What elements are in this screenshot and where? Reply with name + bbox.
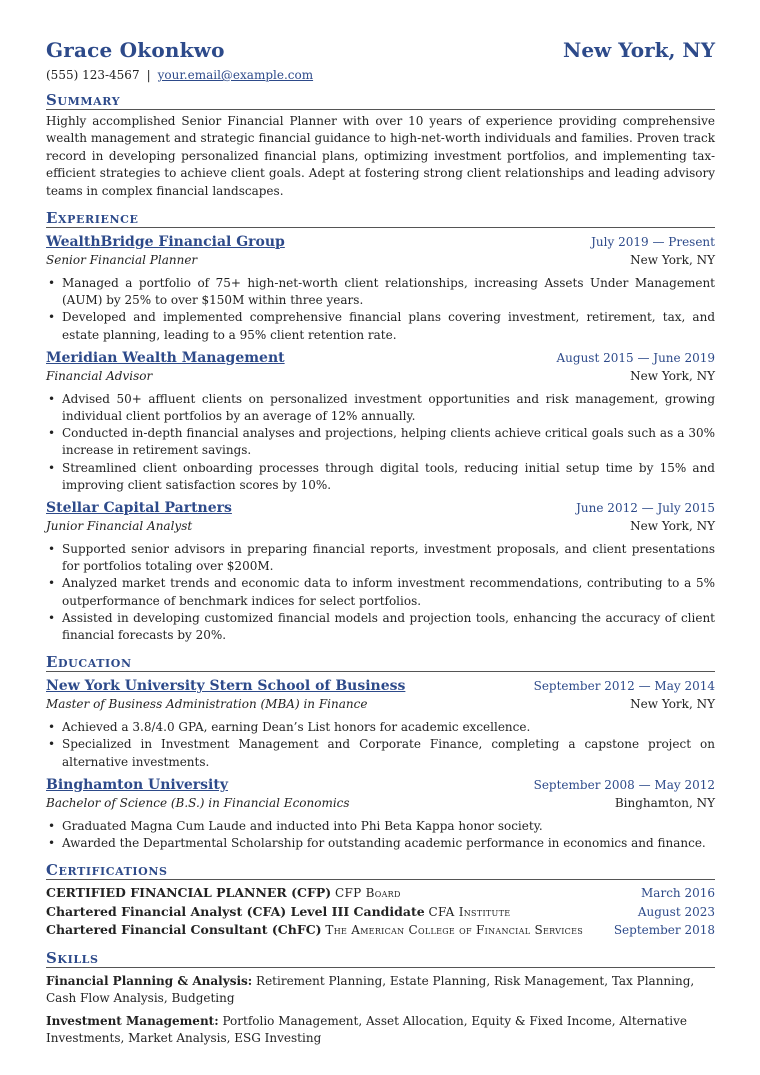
school-dates: September 2008 — May 2012 xyxy=(533,777,715,792)
school-location: Binghamton, NY xyxy=(614,795,715,810)
certification-row xyxy=(46,903,715,922)
email-link[interactable]: your.email@example.com xyxy=(157,68,314,82)
contact-line xyxy=(46,68,715,82)
bullet-item: • Advised 50+ affluent clients on personalized investment opportunities and risk management, growing individual client portfolios by an average of 12% annually. xyxy=(46,391,715,425)
bullet-item: • Awarded the Departmental Scholarship for outstanding academic performance in economics and finance. xyxy=(46,835,715,852)
job-location: New York, NY xyxy=(630,519,715,534)
education-list xyxy=(46,678,715,852)
summary-heading: Summary xyxy=(46,91,715,110)
experience-list xyxy=(46,234,715,644)
bullet-item: • Streamlined client onboarding processes through digital tools, reducing initial setup time by 15% and improving client satisfaction scores by 10%. xyxy=(46,460,715,494)
job-subheader xyxy=(46,369,715,383)
company-name[interactable]: Stellar Capital Partners xyxy=(46,500,232,517)
candidate-location: New York, NY xyxy=(563,38,715,62)
degree-name: Master of Business Administration (MBA) in Finance xyxy=(46,697,368,712)
certification-name: Chartered Financial Consultant (ChFC) xyxy=(46,922,322,938)
certification-date: March 2016 xyxy=(641,886,715,901)
skill-group-label: Financial Planning & Analysis: xyxy=(46,974,253,989)
certification-issuer: CFP Board xyxy=(335,886,401,901)
skill-group xyxy=(46,973,715,1008)
bullet-item: • Analyzed market trends and economic data to inform investment recommendations, contributing to a 5% outperformance of benchmark indices for select portfolios. xyxy=(46,575,715,609)
summary-text: Highly accomplished Senior Financial Planner with over 10 years of experience providing comprehensive wealth management and strategic financial guidance to high-net-worth individuals and families. Proven track record in developing personalized financial plans, optimizing investment portfolios, and implementing tax-efficient strategies to achieve client goals. Adept at fostering strong client relationships and leading advisory teams in complex financial landscapes. xyxy=(46,114,715,198)
bullet-item: • Specialized in Investment Management and Corporate Finance, completing a capstone project on alternative investments. xyxy=(46,736,715,770)
job-location: New York, NY xyxy=(630,368,715,383)
job-bullets xyxy=(46,275,715,344)
certification-issuer: CFA Institute xyxy=(428,904,511,919)
school-location: New York, NY xyxy=(630,697,715,712)
skills-list xyxy=(46,973,715,1048)
company-name[interactable]: Meridian Wealth Management xyxy=(46,349,285,366)
contact-separator: | xyxy=(146,68,151,82)
candidate-name: Grace Okonkwo xyxy=(46,38,225,62)
certification-row xyxy=(46,884,715,903)
job-dates: August 2015 — June 2019 xyxy=(556,350,715,365)
job-location: New York, NY xyxy=(630,253,715,268)
certification-name: Chartered Financial Analyst (CFA) Level III Candidate xyxy=(46,903,425,919)
school-header xyxy=(46,678,715,694)
bullet-item: • Conducted in-depth financial analyses and projections, helping clients achieve critical goals such as a 30% increase in retirement savings. xyxy=(46,425,715,459)
job-title: Senior Financial Planner xyxy=(46,253,198,268)
skills-heading: Skills xyxy=(46,949,715,968)
certification-date: September 2018 xyxy=(613,923,715,938)
bullet-item: • Assisted in developing customized financial models and projection tools, enhancing the accuracy of client financial forecasts by 20%. xyxy=(46,610,715,644)
certifications-list xyxy=(46,884,715,940)
bullet-item: • Managed a portfolio of 75+ high-net-worth client relationships, increasing Assets Under Management (AUM) by 25% to over $150M within three years. xyxy=(46,275,715,309)
certification-info xyxy=(46,903,510,922)
school-bullets xyxy=(46,818,715,852)
experience-heading: Experience xyxy=(46,209,715,228)
phone-number: (555) 123-4567 xyxy=(46,68,140,82)
skill-group-items: Retirement Planning, Estate Planning, Risk Management, Tax Planning, Cash Flow Analysis, Budgeting xyxy=(46,974,695,1006)
company-name[interactable]: WealthBridge Financial Group xyxy=(46,234,285,251)
school-dates: September 2012 — May 2014 xyxy=(533,679,715,694)
school-header xyxy=(46,777,715,793)
certification-info xyxy=(46,884,401,903)
skill-group-items: Portfolio Management, Asset Allocation, Equity & Fixed Income, Alternative Investments, Market Analysis, ESG Investing xyxy=(46,1013,687,1046)
certification-row xyxy=(46,921,715,940)
bullet-item: • Developed and implemented comprehensive financial plans covering investment, retirement, tax, and estate planning, leading to a 95% client retention rate. xyxy=(46,309,715,343)
school-subheader xyxy=(46,697,715,711)
certifications-heading: Certifications xyxy=(46,861,715,880)
school-name[interactable]: New York University Stern School of Business xyxy=(46,678,406,695)
job-subheader xyxy=(46,253,715,267)
job-header xyxy=(46,350,715,366)
job-header xyxy=(46,234,715,250)
certification-info xyxy=(46,921,583,940)
skill-group xyxy=(46,1013,715,1048)
school-name[interactable]: Binghamton University xyxy=(46,776,228,793)
job-title: Financial Advisor xyxy=(46,368,153,383)
certification-name: CERTIFIED FINANCIAL PLANNER (CFP) xyxy=(46,885,332,901)
job-header xyxy=(46,500,715,516)
skill-group-label: Investment Management: xyxy=(46,1013,219,1028)
certification-date: August 2023 xyxy=(637,904,715,919)
job-title: Junior Financial Analyst xyxy=(46,519,193,534)
job-bullets xyxy=(46,391,715,494)
job-bullets xyxy=(46,541,715,644)
school-subheader xyxy=(46,796,715,810)
degree-name: Bachelor of Science (B.S.) in Financial Economics xyxy=(46,795,350,810)
education-heading: Education xyxy=(46,653,715,672)
bullet-item: • Graduated Magna Cum Laude and inducted into Phi Beta Kappa honor society. xyxy=(46,818,715,835)
bullet-item: • Supported senior advisors in preparing financial reports, investment proposals, and client presentations for portfolios totaling over $200M. xyxy=(46,541,715,575)
resume-page xyxy=(46,38,715,1048)
job-dates: July 2019 — Present xyxy=(591,235,715,250)
resume-header xyxy=(46,38,715,62)
job-subheader xyxy=(46,519,715,533)
job-dates: June 2012 — July 2015 xyxy=(576,501,715,516)
certification-issuer: The American College of Financial Services xyxy=(325,923,584,938)
school-bullets xyxy=(46,719,715,771)
bullet-item: • Achieved a 3.8/4.0 GPA, earning Dean’s List honors for academic excellence. xyxy=(46,719,715,736)
